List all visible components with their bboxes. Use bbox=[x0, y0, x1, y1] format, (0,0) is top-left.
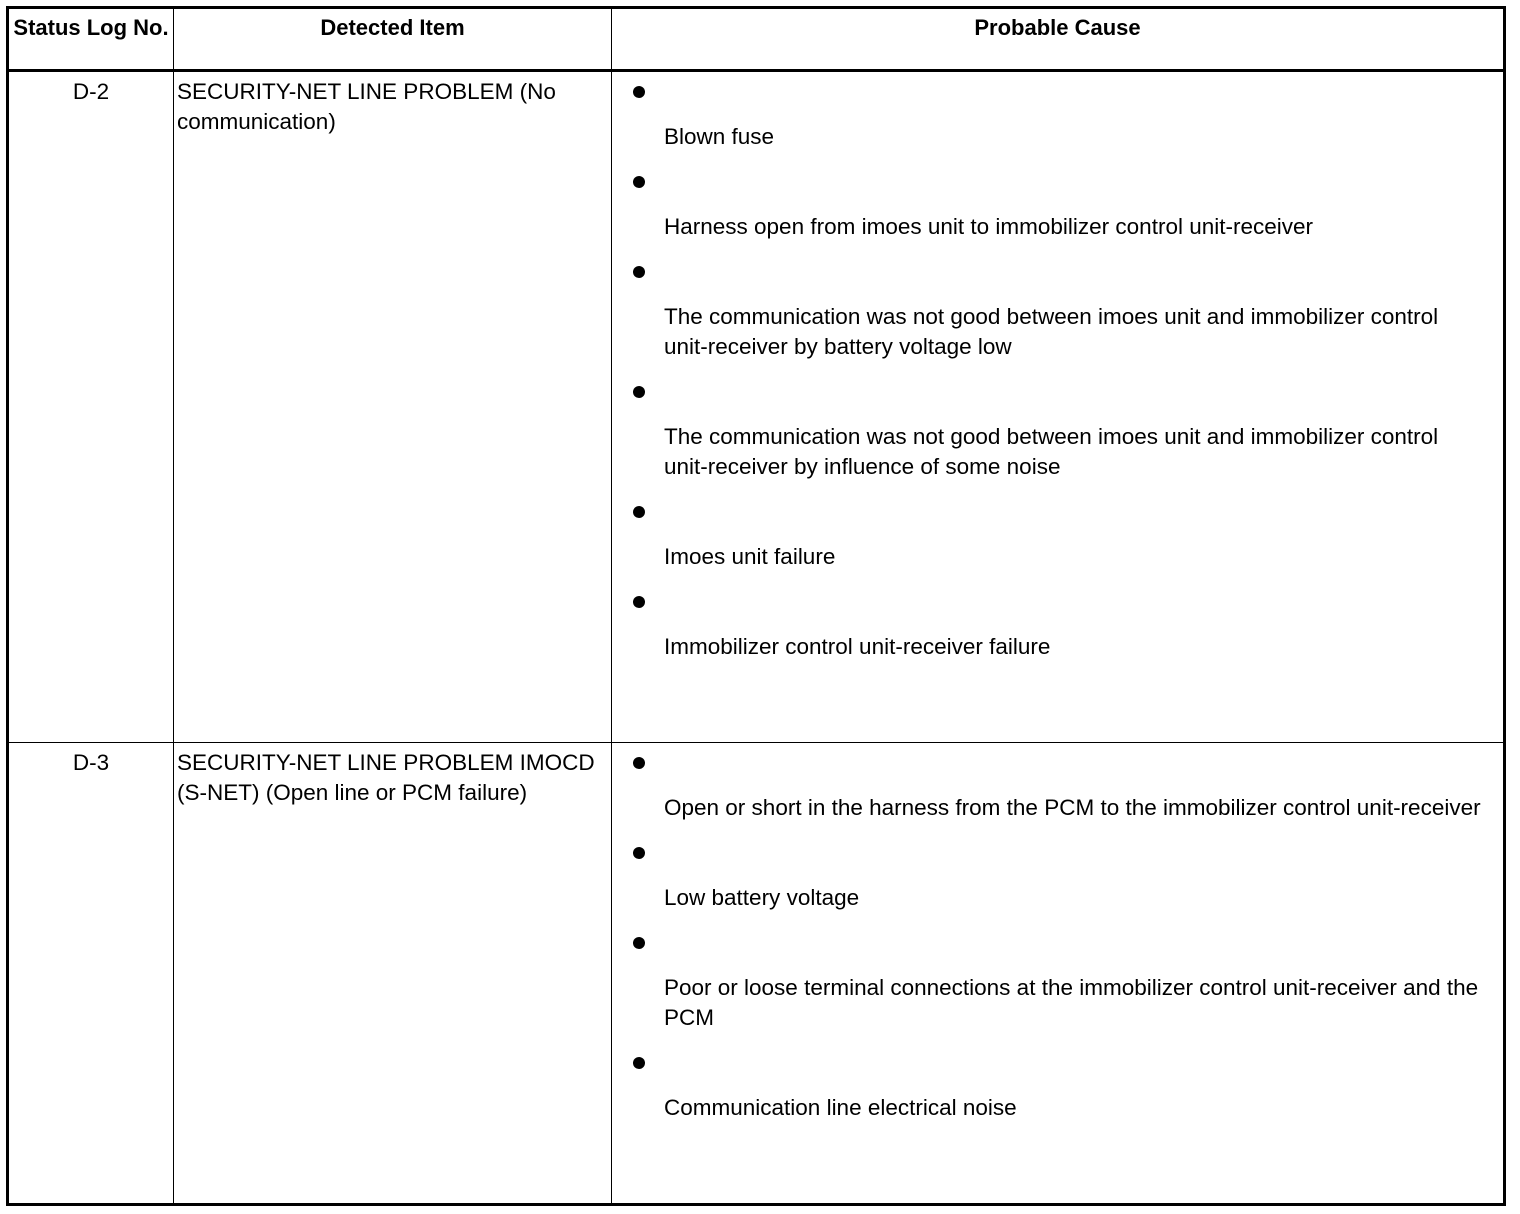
table-row-d3 bbox=[8, 743, 1505, 1205]
probable-cause-cell bbox=[612, 743, 1505, 1205]
cause-item bbox=[612, 1048, 1503, 1123]
cause-text: Immobilizer control unit-receiver failure bbox=[664, 634, 1051, 659]
probable-cause-cell bbox=[612, 71, 1505, 743]
cause-item bbox=[612, 377, 1503, 482]
cause-text: The communication was not good between imoes unit and immobilizer control unit-receiver by battery voltage low bbox=[664, 304, 1439, 359]
cause-item bbox=[612, 928, 1503, 1033]
header-status-log-no: Status Log No. bbox=[8, 8, 174, 71]
cause-text: The communication was not good between imoes unit and immobilizer control unit-receiver by influence of some noise bbox=[664, 424, 1439, 479]
bullet-icon bbox=[633, 847, 645, 859]
table-row-d2 bbox=[8, 71, 1505, 743]
bullet-icon bbox=[633, 266, 645, 278]
bullet-icon bbox=[633, 757, 645, 769]
bullet-icon bbox=[633, 596, 645, 608]
cause-text: Imoes unit failure bbox=[664, 544, 836, 569]
status-log-table bbox=[6, 6, 1506, 1206]
detected-item-cell: SECURITY-NET LINE PROBLEM IMOCD (S-NET) (Open line or PCM failure) bbox=[174, 743, 612, 1205]
cause-item bbox=[612, 497, 1503, 572]
bullet-icon bbox=[633, 1057, 645, 1069]
cause-text: Poor or loose terminal connections at the immobilizer control unit-receiver and the PCM bbox=[664, 975, 1479, 1030]
header-probable-cause: Probable Cause bbox=[612, 8, 1505, 71]
cause-item bbox=[612, 167, 1503, 242]
status-log-no-cell: D-2 bbox=[8, 71, 174, 743]
header-row bbox=[8, 8, 1505, 71]
status-log-no-cell: D-3 bbox=[8, 743, 174, 1205]
cause-item bbox=[612, 77, 1503, 152]
bullet-icon bbox=[633, 506, 645, 518]
cause-text: Open or short in the harness from the PCM to the immobilizer control unit-receiver bbox=[664, 795, 1481, 820]
cause-list bbox=[612, 77, 1503, 662]
header-detected-item: Detected Item bbox=[174, 8, 612, 71]
cause-list bbox=[612, 748, 1503, 1123]
bullet-icon bbox=[633, 86, 645, 98]
cause-item bbox=[612, 748, 1503, 823]
cause-text: Low battery voltage bbox=[664, 885, 860, 910]
cause-text: Blown fuse bbox=[664, 124, 775, 149]
bullet-icon bbox=[633, 176, 645, 188]
bullet-icon bbox=[633, 386, 645, 398]
cause-text: Communication line electrical noise bbox=[664, 1095, 1017, 1120]
cause-text: Harness open from imoes unit to immobilizer control unit-receiver bbox=[664, 214, 1313, 239]
detected-item-cell: SECURITY-NET LINE PROBLEM (No communication) bbox=[174, 71, 612, 743]
cause-item bbox=[612, 587, 1503, 662]
cause-item bbox=[612, 838, 1503, 913]
bullet-icon bbox=[633, 937, 645, 949]
cause-item bbox=[612, 257, 1503, 362]
